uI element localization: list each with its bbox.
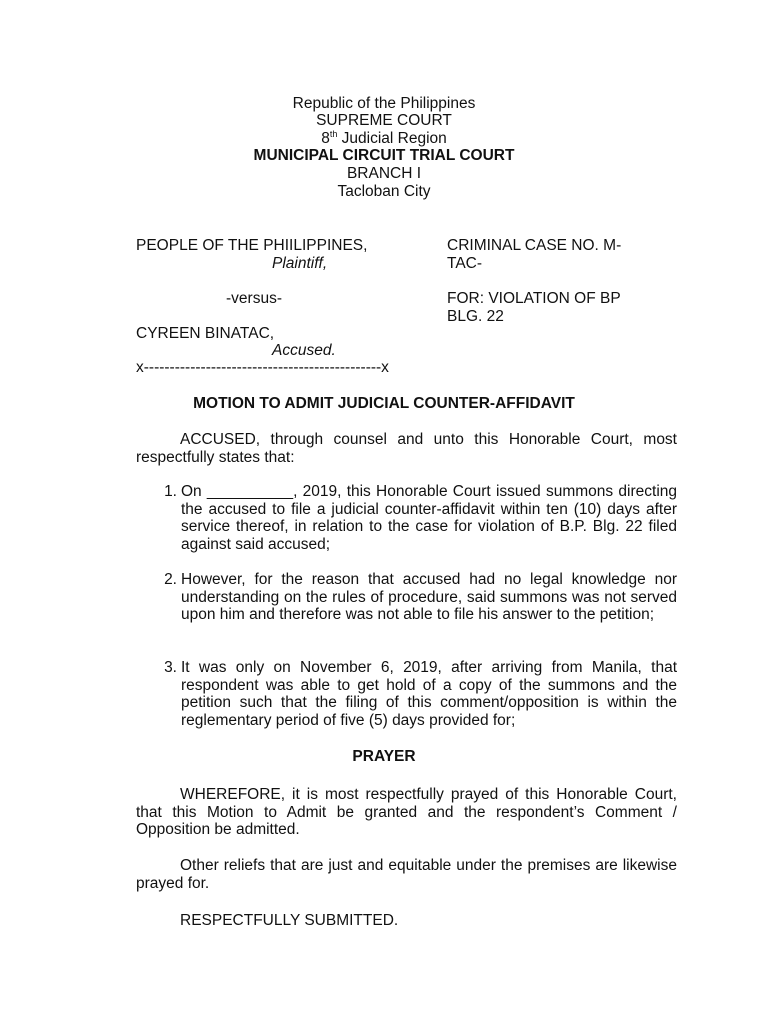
motion-title: MOTION TO ADMIT JUDICIAL COUNTER-AFFIDAVIT [193, 395, 575, 412]
accused-name: CYREEN BINATAC, [136, 325, 275, 342]
versus-label: -versus- [226, 290, 282, 307]
prayer-paragraph: Other reliefs that are just and equitable under the premises are likewise prayed for. [136, 857, 677, 892]
accused-role: Accused. [272, 342, 336, 359]
case-number-line1: CRIMINAL CASE NO. M- [447, 237, 622, 254]
header-branch: BRANCH I [346, 165, 422, 182]
prayer-heading: PRAYER [352, 748, 416, 765]
case-number-line2: TAC- [447, 255, 483, 272]
header-court-name: MUNICIPAL CIRCUIT TRIAL COURT [253, 147, 515, 164]
list-item-text: However, for the reason that accused had no legal knowledge nor understanding on the rules of procedure, said summons was not served upon him and therefore was not able to file his answer to the petition; [181, 571, 677, 624]
violation-line1: FOR: VIOLATION OF BP [447, 290, 621, 307]
prayer-paragraph: WHEREFORE, it is most respectfully prayed of this Honorable Court, that this Motion to Admit be granted and the respondent’s Comment / Opposition be admitted. [136, 786, 677, 839]
list-item-number: 2. [164, 571, 177, 588]
intro-paragraph: ACCUSED, through counsel and unto this Honorable Court, most respectfully states that: [136, 431, 677, 466]
list-item-text: On __________, 2019, this Honorable Court issued summons directing the accused to file a judicial counter-affidavit within ten (10) days after service thereof, in relation to the case for violation of B.P. Blg. 22 filed against said accused; [181, 483, 677, 553]
caption-separator: x----------------------------------------------x [136, 359, 389, 376]
list-item-number: 1. [164, 483, 177, 500]
header-republic: Republic of the Philippines [292, 95, 476, 112]
list-item-number: 3. [164, 659, 177, 676]
violation-line2: BLG. 22 [447, 308, 504, 325]
header-supreme-court: SUPREME COURT [316, 112, 452, 129]
plaintiff-role: Plaintiff, [272, 255, 328, 272]
header-city: Tacloban City [337, 183, 431, 200]
closing-statement: RESPECTFULLY SUBMITTED. [180, 912, 399, 929]
plaintiff-name: PEOPLE OF THE PHIILIPPINES, [136, 237, 368, 254]
list-item-text: It was only on November 6, 2019, after arriving from Manila, that respondent was able to get hold of a copy of the summons and the petition such that the filing of this comment/opposition is within the reglementary period of five (5) days provided for; [181, 659, 677, 729]
header-judicial-region: 8th Judicial Region [321, 128, 447, 147]
